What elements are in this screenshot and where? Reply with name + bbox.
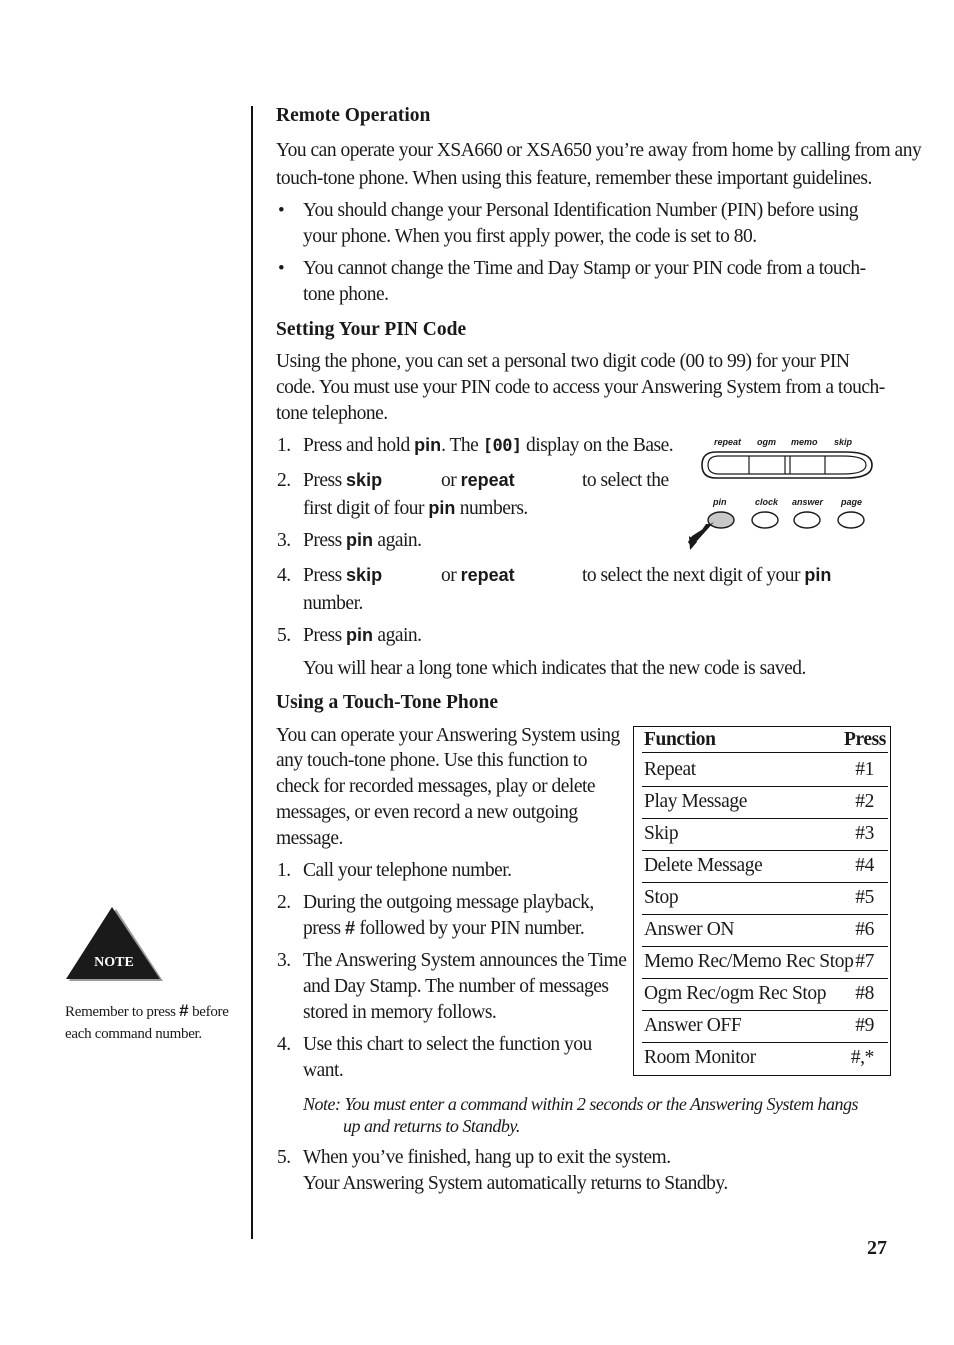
- bullet-text: You cannot change the Time and Day Stamp or your PIN code from a touch-: [303, 258, 866, 279]
- repeat-key-label: repeat: [460, 565, 515, 585]
- step-number: 5.: [277, 1147, 291, 1168]
- side-note-line: [65, 1000, 245, 1023]
- table-row: [642, 818, 888, 851]
- press-code: #1: [855, 759, 874, 780]
- pin-intro-line: Using the phone, you can set a personal two digit code (00 to 99) for your PIN: [276, 351, 850, 372]
- diagram-label-memo: memo: [791, 437, 818, 447]
- pin-step-2-or: [441, 470, 515, 492]
- repeat-key-label: repeat: [460, 470, 515, 490]
- margin-rule: [251, 106, 253, 1239]
- touch-intro-line: any touch-tone phone. Use this function to: [276, 750, 587, 771]
- table-row: [642, 754, 888, 787]
- press-code: #8: [855, 983, 874, 1004]
- pin-step-4-tail: [582, 565, 831, 587]
- display-readout: [00]: [482, 436, 522, 456]
- step-text: You will hear a long tone which indicates that the new code is saved.: [303, 658, 806, 679]
- pin-key-label: pin: [414, 435, 442, 455]
- skip-key-label: skip: [346, 565, 383, 585]
- side-note-text: [65, 1000, 245, 1045]
- diagram-label-repeat: repeat: [714, 437, 742, 447]
- bullet-text: You should change your Personal Identification Number (PIN) before using: [303, 200, 859, 221]
- function-name: Play Message: [644, 791, 747, 812]
- press-code: #6: [855, 919, 874, 940]
- pound-key-label: #: [179, 1001, 189, 1020]
- step-text: During the outgoing message playback,: [303, 892, 594, 913]
- step-text: The Answering System announces the Time: [303, 950, 627, 971]
- step-number: 3.: [277, 530, 291, 551]
- step-text: and Day Stamp. The number of messages: [303, 976, 609, 997]
- press-code: #,*: [850, 1047, 874, 1068]
- pin-step-5: [303, 625, 422, 647]
- step-text: When you’ve finished, hang up to exit the system.: [303, 1147, 671, 1168]
- setting-pin-heading: Setting Your PIN Code: [276, 319, 467, 340]
- function-name: Answer ON: [644, 919, 735, 940]
- touch-intro-line: You can operate your Answering System using: [276, 725, 620, 746]
- touch-intro-line: messages, or even record a new outgoing: [276, 802, 578, 823]
- pin-intro-line: tone telephone.: [276, 403, 388, 424]
- step-text: first digit of four: [303, 498, 429, 519]
- note-badge-label: NOTE: [94, 955, 134, 970]
- pin-key-label: pin: [804, 565, 832, 585]
- table-row: [642, 946, 888, 979]
- step-number: 4.: [277, 1034, 291, 1055]
- table-row: [642, 914, 888, 947]
- diagram-label-pin: pin: [713, 497, 727, 507]
- remote-intro-line: You can operate your XSA660 or XSA650 you’re away from home by calling from any: [276, 140, 922, 161]
- touch-step-2-line2: [303, 918, 584, 940]
- press-code: #9: [855, 1015, 874, 1036]
- step-text: to select the: [582, 470, 669, 491]
- step-text: number.: [303, 593, 363, 614]
- page-number: 27: [867, 1237, 887, 1259]
- command-timing-note: Note: You must enter a command within 2 seconds or the Answering System hangs: [303, 1094, 858, 1114]
- table-row: [642, 786, 888, 819]
- press-code: #7: [855, 951, 874, 972]
- step-text: to select the next digit of your: [582, 565, 805, 586]
- step-text: stored in memory follows.: [303, 1002, 497, 1023]
- step-number: 4.: [277, 565, 291, 586]
- step-number: 1.: [277, 435, 291, 456]
- step-number: 1.: [277, 860, 291, 881]
- step-text: Call your telephone number.: [303, 860, 512, 881]
- side-note-fragment: before: [188, 1004, 229, 1020]
- remote-operation-heading: Remote Operation: [276, 105, 431, 126]
- step-text: Use this chart to select the function you: [303, 1034, 592, 1055]
- diagram-label-answer: answer: [792, 497, 824, 507]
- touch-intro-line: check for recorded messages, play or delete: [276, 776, 596, 797]
- function-name: Skip: [644, 823, 679, 844]
- step-text: Your Answering System automatically returns to Standby.: [303, 1173, 728, 1194]
- diagram-label-page: page: [841, 497, 863, 507]
- note-triangle-icon: [64, 905, 164, 983]
- table-row: [642, 978, 888, 1011]
- function-name: Answer OFF: [644, 1015, 742, 1036]
- function-name: Ogm Rec/ogm Rec Stop: [644, 983, 827, 1004]
- diagram-label-skip: skip: [834, 437, 853, 447]
- press-code: #4: [855, 855, 874, 876]
- press-code: #5: [855, 887, 874, 908]
- pound-key-label: #: [344, 918, 355, 938]
- function-table-header: [642, 727, 888, 753]
- pin-step-4-or: [441, 565, 515, 587]
- side-note-fragment: Remember to press: [65, 1004, 180, 1020]
- base-button-diagram: [686, 432, 886, 552]
- table-row: [642, 1010, 888, 1043]
- step-text: want.: [303, 1060, 344, 1081]
- pin-step-4: [303, 565, 382, 587]
- step-number: 3.: [277, 950, 291, 971]
- pin-key-label: pin: [428, 498, 456, 518]
- pin-step-1: [303, 435, 673, 457]
- bullet-symbol: •: [278, 200, 285, 221]
- skip-key-label: skip: [346, 470, 383, 490]
- step-text: Press and hold: [303, 435, 415, 456]
- base-button-diagram-art: [686, 432, 886, 552]
- pin-step-2-line2: [303, 498, 528, 520]
- function-name: Repeat: [644, 759, 696, 780]
- pin-intro-line: code. You must use your PIN code to access your Answering System from a touch-: [276, 377, 885, 398]
- step-text: again.: [373, 625, 422, 646]
- step-number: 2.: [277, 892, 291, 913]
- diagram-label-ogm: ogm: [757, 437, 776, 447]
- function-name: Memo Rec/Memo Rec Stop: [644, 951, 854, 972]
- step-number: 5.: [277, 625, 291, 646]
- function-name: Stop: [644, 887, 679, 908]
- pin-key-label: pin: [346, 625, 374, 645]
- table-row: [642, 850, 888, 883]
- pin-key-label: pin: [346, 530, 374, 550]
- touch-intro-line: message.: [276, 828, 343, 849]
- step-text: Press: [303, 565, 347, 586]
- command-timing-note: up and returns to Standby.: [343, 1116, 520, 1136]
- step-text: Press: [303, 625, 347, 646]
- step-text: numbers.: [455, 498, 528, 519]
- bullet-text: your phone. When you first apply power, the code is set to 80.: [303, 226, 757, 247]
- bullet-text: tone phone.: [303, 284, 389, 305]
- function-name: Delete Message: [644, 855, 763, 876]
- step-text: Press: [303, 530, 347, 551]
- function-column-header: Function: [644, 729, 716, 750]
- table-row: [642, 882, 888, 915]
- step-text: or: [441, 565, 461, 586]
- step-text: followed by your PIN number.: [354, 918, 585, 939]
- side-note-line: each command number.: [65, 1026, 202, 1042]
- pin-step-2: [303, 470, 382, 492]
- step-text: Press: [303, 470, 347, 491]
- press-code: #2: [855, 791, 874, 812]
- touch-tone-heading: Using a Touch-Tone Phone: [276, 692, 498, 713]
- step-number: 2.: [277, 470, 291, 491]
- step-text: display on the Base.: [521, 435, 674, 456]
- pin-step-3: [303, 530, 422, 552]
- press-code: #3: [855, 823, 874, 844]
- table-row: [642, 1042, 888, 1074]
- press-column-header: Press: [843, 729, 886, 750]
- step-text: . The: [441, 435, 483, 456]
- step-text: again.: [373, 530, 422, 551]
- remote-intro-line: touch-tone phone. When using this feature, remember these important guidelines.: [276, 168, 872, 189]
- step-text: press: [303, 918, 345, 939]
- bullet-symbol: •: [278, 258, 285, 279]
- pin-button-shape: [708, 512, 734, 528]
- note-badge: [64, 905, 164, 983]
- diagram-label-clock: clock: [755, 497, 779, 507]
- function-name: Room Monitor: [644, 1047, 756, 1068]
- function-table: [633, 726, 891, 1076]
- step-text: or: [441, 470, 461, 491]
